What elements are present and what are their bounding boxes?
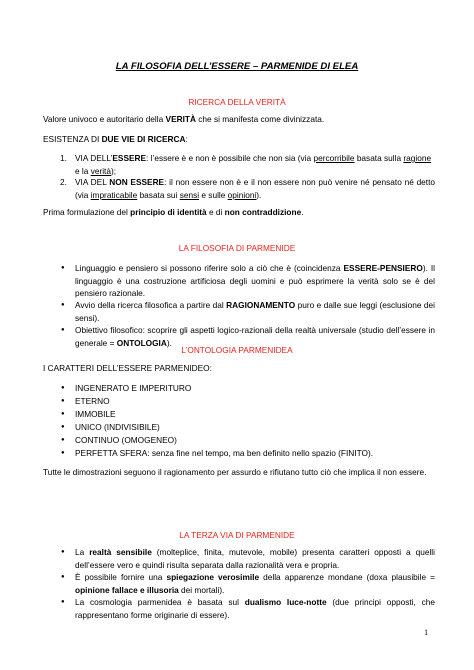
paragraph-esistenza <box>43 133 435 146</box>
underlined-text: percorribile <box>313 153 355 163</box>
bullet-icon: ● <box>61 424 65 430</box>
text: VIA DEL <box>75 177 110 187</box>
text: È possibile fornire una <box>75 572 167 582</box>
bold-text: realtà sensibile <box>89 547 152 557</box>
text: : <box>185 134 188 144</box>
bullet-icon: ● <box>61 549 65 555</box>
bullet-icon: ● <box>61 574 65 580</box>
bold-text: NON ESSERE <box>109 177 165 187</box>
list-item <box>43 395 435 408</box>
list-item-text: UNICO (INDIVISIBILE) <box>75 422 160 432</box>
list-item-text: INGENERATO E IMPERITURO <box>75 383 192 393</box>
page-number: 1 <box>424 628 429 637</box>
list-number: 1. <box>60 153 67 163</box>
paragraph-dimostrazioni: Tutte le dimostrazioni seguono il ragionamento per assurdo e rifiutano tutto ciò che implica il non essere. <box>43 467 427 477</box>
list-item-spiegazione <box>43 571 435 596</box>
list-item-via-non-essere <box>43 176 435 201</box>
text: ). <box>166 337 172 348</box>
paragraph-caratteri: I CARATTERI DELL’ESSERE PARMENIDEO: <box>43 363 212 373</box>
text: e sulle <box>199 189 228 200</box>
text: La cosmologia parmenidea è basata sul <box>75 597 245 607</box>
text: ). <box>256 189 262 200</box>
text: . <box>301 207 304 217</box>
underlined-text: ragione <box>403 153 432 163</box>
bold-text: DUE VIE DI RICERCA <box>101 134 186 144</box>
bold-text: spiegazione verosimile <box>166 572 260 582</box>
bullet-icon: ● <box>61 302 65 308</box>
paragraph-valore <box>43 113 435 126</box>
list-item-via-essere <box>43 152 435 177</box>
list-number: 2. <box>60 177 67 187</box>
page-title: LA FILOSOFIA DELL’ESSERE – PARMENIDE DI ELEA <box>115 61 359 72</box>
text: VIA DELL’ <box>75 153 113 163</box>
bold-text: non contraddizione <box>224 207 302 217</box>
bullet-icon: ● <box>61 599 65 605</box>
bold-text: ONTOLOGIA <box>116 337 167 348</box>
underlined-text: sensi <box>179 189 200 200</box>
text: (molteplice, finita, mutevole, mobile) presenta caratteri opposti a quelli dell’essere vero e quindi risulta separata dalla razionalità vera e propria. <box>75 547 435 570</box>
bold-text: ESSERE-PENSIERO <box>343 263 423 273</box>
text: Valore univoco e autoritario della <box>43 114 166 124</box>
underlined-text: verità <box>90 165 111 176</box>
text: ESISTENZA DI <box>43 134 102 144</box>
bold-text: opinione fallace e illusoria <box>75 584 179 595</box>
text: basata sui <box>137 189 180 200</box>
bold-text: principio di identità <box>130 207 207 217</box>
list-item-text: ETERNO <box>75 396 110 406</box>
text: Avvio della ricerca filosofica a partire dal <box>75 300 227 310</box>
bullet-icon: ● <box>61 450 65 456</box>
text: Obiettivo filosofico: scoprire gli aspetti logico-razionali della realtà universale (studio dell’essere in generale = <box>75 325 435 348</box>
text: e la <box>75 165 91 176</box>
list-item-text: CONTINUO (OMOGENEO) <box>75 435 177 445</box>
list-item-text: IMMOBILE <box>75 409 116 419</box>
list-item <box>43 434 435 447</box>
section-heading-ricerca: RICERCA DELLA VERITÀ <box>188 97 286 107</box>
text: : il non essere non è e il non essere non può venire né pensato né detto (via <box>75 177 436 200</box>
underlined-text: opinioni <box>227 189 257 200</box>
list-item <box>43 408 435 421</box>
bold-text: ESSERE <box>112 153 147 163</box>
text: dei mortali). <box>178 584 225 595</box>
text: Linguaggio e pensiero si possono riferire solo a ciò che è (coincidenza <box>75 263 344 273</box>
text: e di <box>206 207 225 217</box>
list-item-text: PERFETTA SFERA: senza fine nel tempo, ma ben definito nello spazio (FINITO). <box>75 448 374 458</box>
list-item-realta-sensibile <box>43 546 435 571</box>
text: Prima formulazione del <box>43 207 131 217</box>
text: ). Il linguaggio è una costruzione artificiosa degli uomini e può esprimere la verità solo se è del pensiero razionale. <box>75 263 435 299</box>
text: della apparenze mondane (doxa plausibile = <box>259 572 435 582</box>
list-item <box>43 447 435 460</box>
bullet-icon: ● <box>61 385 65 391</box>
bold-text: VERITÀ <box>165 114 196 124</box>
list-item <box>43 382 435 395</box>
section-heading-ontologia: L’ONTOLOGIA PARMENIDEA <box>181 345 293 355</box>
text: puro e dalle sue leggi (esclusione dei sensi). <box>75 300 435 323</box>
section-heading-terza-via: LA TERZA VIA DI PARMENIDE <box>179 530 295 540</box>
text: ); <box>110 165 117 176</box>
list-item <box>43 421 435 434</box>
text: basata sulla <box>354 153 404 163</box>
list-item-linguaggio <box>43 262 435 300</box>
text: (due principi opposti, che rappresentano forme originarie di essere). <box>75 597 435 620</box>
paragraph-principio <box>43 206 435 219</box>
bullet-icon: ● <box>61 411 65 417</box>
bold-text: dualismo luce-notte <box>244 597 327 607</box>
bullet-icon: ● <box>61 398 65 404</box>
underlined-text: impraticabile <box>90 189 138 200</box>
bold-text: RAGIONAMENTO <box>226 300 296 310</box>
text: La <box>75 547 90 557</box>
text: che si manifesta come divinizzata. <box>195 114 325 124</box>
list-item-avvio <box>43 299 435 324</box>
bullet-icon: ● <box>61 437 65 443</box>
section-heading-filosofia: LA FILOSOFIA DI PARMENIDE <box>178 243 296 253</box>
bullet-icon: ● <box>61 327 65 333</box>
text: : l’essere è e non è possibile che non sia (via <box>146 153 314 163</box>
list-item-cosmologia <box>43 596 435 621</box>
bullet-icon: ● <box>61 265 65 271</box>
